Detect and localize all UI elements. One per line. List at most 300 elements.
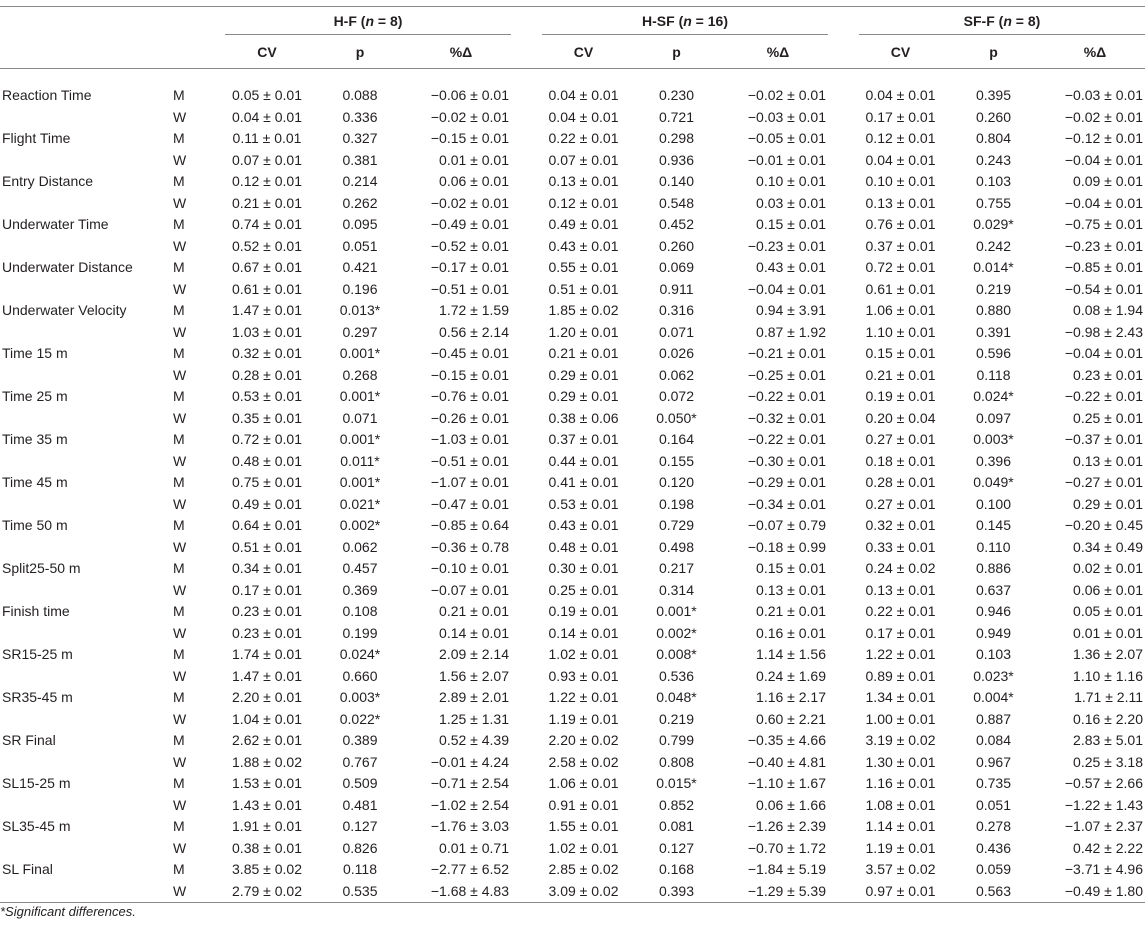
cv-value: 0.38 ± 0.01 [232, 839, 302, 856]
p-value: 0.967 [975, 753, 1012, 770]
cv-value: 0.13 ± 0.01 [865, 581, 936, 598]
table-row [0, 171, 1145, 193]
variable-name: Time 25 m [2, 388, 68, 404]
variable-name: SR Final [2, 732, 56, 748]
pct-change-value: 0.10 ± 0.01 [756, 173, 826, 189]
sex-label: W [173, 796, 187, 813]
variable-name: Entry Distance [2, 173, 94, 189]
pct-change-value: 0.16 ± 0.01 [756, 624, 826, 641]
column-gap [828, 816, 859, 838]
column-header-row [0, 35, 1145, 69]
cv-value: 1.06 ± 0.01 [865, 302, 936, 318]
column-gap [828, 537, 859, 559]
p-value: 0.729 [658, 517, 695, 533]
p-value: 0.721 [658, 108, 695, 125]
p-value: 0.242 [975, 237, 1012, 254]
cv-value: 0.12 ± 0.01 [548, 194, 619, 211]
p-value: 0.024* [973, 388, 1014, 404]
pct-change-value: 0.52 ± 4.39 [439, 732, 509, 748]
p-value: 0.755 [975, 194, 1012, 211]
pct-change-value: −0.34 ± 0.01 [747, 495, 826, 512]
cv-value: 0.38 ± 0.06 [548, 409, 619, 426]
variable-name: SR35-45 m [2, 689, 73, 705]
p-value: 0.071 [658, 323, 695, 340]
p-value: 0.118 [343, 861, 377, 877]
column-gap [828, 601, 859, 623]
column-gap [511, 838, 542, 860]
pct-change-value: −0.23 ± 0.01 [1064, 237, 1143, 254]
p-value: 0.887 [975, 710, 1012, 727]
pct-change-value: 0.94 ± 3.91 [756, 302, 826, 318]
column-gap [511, 300, 542, 322]
column-gap [828, 709, 859, 731]
cv-value: 0.22 ± 0.01 [548, 130, 619, 146]
sex-label: W [173, 538, 187, 555]
column-gap [828, 730, 859, 752]
pct-change-value: −0.29 ± 0.01 [747, 474, 826, 490]
pct-change-value: −0.03 ± 0.01 [747, 108, 826, 125]
group-header-sf-f: SF-F (n = 8) [859, 7, 1145, 35]
pct-change-value: −0.49 ± 1.80 [1045, 881, 1145, 903]
pct-change-value: −1.02 ± 2.54 [430, 796, 509, 813]
cv-value: 3.19 ± 0.02 [865, 732, 936, 748]
pct-change-value: 0.01 ± 0.01 [1073, 624, 1143, 641]
cv-value: 1.55 ± 0.01 [548, 818, 619, 834]
p-value: 0.021* [339, 495, 381, 512]
p-value: 0.509 [342, 775, 378, 791]
pct-change-value: −1.07 ± 2.37 [1064, 818, 1143, 834]
sex-label: W [173, 323, 187, 340]
cv-value: 0.74 ± 0.01 [232, 216, 302, 232]
pct-change-value: 0.21 ± 0.01 [756, 603, 826, 619]
p-value: 0.808 [658, 753, 695, 770]
pct-change-value: 0.13 ± 0.01 [756, 581, 826, 598]
table-row [0, 193, 1145, 215]
cv-value: 0.17 ± 0.01 [865, 108, 936, 125]
p-value: 0.029* [973, 216, 1014, 232]
column-gap [828, 386, 859, 408]
p-value: 0.297 [342, 323, 378, 340]
cv-value: 0.35 ± 0.01 [232, 409, 302, 426]
table-row [0, 816, 1145, 838]
pct-change-value: −0.01 ± 4.24 [430, 753, 509, 770]
cv-value: 2.79 ± 0.02 [225, 881, 309, 903]
cv-value: 0.33 ± 0.01 [865, 538, 936, 555]
column-gap [511, 666, 542, 688]
variable-name [0, 451, 173, 473]
column-gap [828, 859, 859, 881]
sex-label: W [173, 452, 187, 469]
p-value: 0.498 [658, 538, 695, 555]
pct-change-value: 0.06 ± 0.01 [439, 173, 509, 189]
cv-value: 0.37 ± 0.01 [548, 431, 619, 447]
pct-change-value: −0.04 ± 0.01 [747, 280, 826, 297]
col-header-pct-change: %Δ [1045, 35, 1145, 69]
pct-change-value: 1.71 ± 2.11 [1074, 689, 1143, 705]
cv-value: 0.52 ± 0.01 [232, 237, 302, 254]
pct-change-value: −0.37 ± 0.01 [1064, 431, 1143, 447]
column-gap [511, 773, 542, 795]
pct-change-value: 0.05 ± 0.01 [1073, 603, 1143, 619]
column-gap [511, 214, 542, 236]
pct-change-value: −0.54 ± 0.01 [1064, 280, 1143, 297]
column-gap [511, 107, 542, 129]
p-value: 0.103 [975, 646, 1012, 662]
column-gap [511, 128, 542, 150]
p-value: 0.396 [975, 452, 1012, 469]
column-gap [828, 580, 859, 602]
column-gap [828, 128, 859, 150]
cv-value: 1.02 ± 0.01 [548, 839, 619, 856]
column-gap [828, 236, 859, 258]
column-gap [511, 709, 542, 731]
variable-name: Underwater Time [2, 216, 109, 232]
p-value: 0.023* [973, 667, 1014, 684]
pct-change-value: −0.22 ± 0.01 [747, 431, 826, 447]
pct-change-value: −0.22 ± 0.01 [747, 388, 826, 404]
sex-label: W [173, 151, 187, 168]
table-row [0, 601, 1145, 623]
p-value: 0.108 [342, 603, 378, 619]
cv-value: 0.30 ± 0.01 [548, 560, 619, 576]
column-gap [511, 494, 542, 516]
p-value: 0.457 [342, 560, 378, 576]
p-value: 0.880 [975, 302, 1012, 318]
p-value: 0.393 [625, 881, 728, 903]
variable-name [0, 365, 173, 387]
p-value: 0.395 [975, 87, 1012, 103]
p-value: 0.535 [309, 881, 411, 903]
p-value: 0.735 [975, 775, 1012, 791]
pct-change-value: 0.25 ± 3.18 [1073, 753, 1143, 770]
sex-label: M [173, 732, 185, 748]
table-row [0, 236, 1145, 258]
variable-name: Reaction Time [2, 87, 92, 103]
sex-label: M [173, 603, 185, 619]
sex-label: W [173, 495, 187, 512]
p-value: 0.219 [975, 280, 1012, 297]
table-row [0, 107, 1145, 129]
column-gap [828, 773, 859, 795]
p-value: 0.100 [975, 495, 1012, 512]
col-header-cv: CV [225, 35, 309, 69]
pct-change-value: −0.75 ± 0.01 [1064, 216, 1143, 232]
p-value: 0.008* [656, 646, 697, 662]
cv-value: 1.74 ± 0.01 [232, 646, 302, 662]
p-value: 0.369 [342, 581, 378, 598]
p-value: 0.219 [658, 710, 695, 727]
table-row [0, 623, 1145, 645]
cv-value: 2.85 ± 0.02 [548, 861, 619, 877]
pct-change-value: 2.83 ± 5.01 [1073, 732, 1143, 748]
pct-change-value: 0.56 ± 2.14 [439, 323, 509, 340]
pct-change-value: 0.06 ± 1.66 [756, 796, 826, 813]
pct-change-value: 0.24 ± 1.69 [756, 667, 826, 684]
cv-value: 0.27 ± 0.01 [865, 495, 936, 512]
cv-value: 0.37 ± 0.01 [865, 237, 936, 254]
cv-value: 1.91 ± 0.01 [232, 818, 302, 834]
table-row [0, 795, 1145, 817]
cv-value: 1.14 ± 0.01 [865, 818, 936, 834]
pct-change-value: 0.23 ± 0.01 [1073, 366, 1143, 383]
p-value: 0.196 [342, 280, 378, 297]
cv-value: 1.47 ± 0.01 [232, 302, 302, 318]
table-row [0, 429, 1145, 451]
table-row [0, 494, 1145, 516]
table-row [0, 666, 1145, 688]
pct-change-value: 0.13 ± 0.01 [1073, 452, 1143, 469]
pct-change-value: −0.04 ± 0.01 [1064, 194, 1143, 211]
col-header-pct-change: %Δ [728, 35, 828, 69]
cv-value: 0.18 ± 0.01 [865, 452, 936, 469]
pct-change-value: −0.71 ± 2.54 [430, 775, 509, 791]
p-value: 0.011* [340, 452, 380, 469]
column-gap [828, 752, 859, 774]
table-row [0, 257, 1145, 279]
p-value: 0.452 [658, 216, 695, 232]
cv-value: 2.62 ± 0.01 [232, 732, 302, 748]
results-table [0, 6, 1145, 903]
pct-change-value: −0.35 ± 4.66 [747, 732, 826, 748]
table-row [0, 279, 1145, 301]
pct-change-value: −0.07 ± 0.01 [430, 581, 509, 598]
p-value: 0.004* [973, 689, 1014, 705]
group-label: SF-F [963, 12, 995, 29]
cv-value: 0.05 ± 0.01 [232, 87, 302, 103]
pct-change-value: −0.18 ± 0.99 [747, 538, 826, 555]
p-value: 0.298 [658, 130, 695, 146]
table-row [0, 580, 1145, 602]
variable-name: Time 35 m [2, 431, 68, 447]
p-value: 0.088 [342, 87, 378, 103]
table-row [0, 386, 1145, 408]
variable-name [0, 623, 173, 645]
p-value: 0.062 [342, 538, 378, 555]
p-value: 0.260 [658, 237, 695, 254]
column-gap [511, 150, 542, 172]
cv-value: 0.21 ± 0.01 [548, 345, 619, 361]
cv-value: 0.43 ± 0.01 [548, 517, 619, 533]
column-gap [828, 343, 859, 365]
table-row [0, 859, 1145, 881]
variable-name [0, 279, 173, 301]
table-row [0, 752, 1145, 774]
p-value: 0.001* [656, 603, 697, 619]
p-value: 0.421 [342, 259, 378, 275]
pct-change-value: 0.08 ± 1.94 [1073, 302, 1143, 318]
variable-name [0, 537, 173, 559]
cv-value: 0.22 ± 0.01 [865, 603, 936, 619]
cv-value: 0.10 ± 0.01 [865, 173, 936, 189]
pct-change-value: −0.25 ± 0.01 [747, 366, 826, 383]
pct-change-value: 1.72 ± 1.59 [439, 302, 509, 318]
variable-name [0, 752, 173, 774]
table-row [0, 451, 1145, 473]
column-gap [828, 687, 859, 709]
cv-value: 0.97 ± 0.01 [859, 881, 942, 903]
column-gap [828, 322, 859, 344]
column-gap [511, 537, 542, 559]
cv-value: 0.67 ± 0.01 [232, 259, 302, 275]
sex-label: M [173, 388, 185, 404]
variable-name [0, 795, 173, 817]
pct-change-value: −1.10 ± 1.67 [747, 775, 826, 791]
cv-value: 0.07 ± 0.01 [232, 151, 302, 168]
pct-change-value: −0.85 ± 0.64 [430, 517, 509, 533]
table-row [0, 85, 1145, 107]
pct-change-value: −0.15 ± 0.01 [430, 130, 509, 146]
p-value: 0.436 [975, 839, 1012, 856]
pct-change-value: −0.36 ± 0.78 [430, 538, 509, 555]
table-row [0, 408, 1145, 430]
pct-change-value: 0.29 ± 0.01 [1073, 495, 1143, 512]
cv-value: 0.15 ± 0.01 [865, 345, 936, 361]
pct-change-value: −0.15 ± 0.01 [430, 366, 509, 383]
sex-label: M [173, 560, 185, 576]
cv-value: 1.22 ± 0.01 [865, 646, 936, 662]
table-row [0, 515, 1145, 537]
cv-value: 0.21 ± 0.01 [232, 194, 302, 211]
footnote: *Significant differences. [0, 904, 136, 919]
variable-name: Time 45 m [2, 474, 68, 490]
cv-value: 1.02 ± 0.01 [548, 646, 619, 662]
variable-name: Finish time [2, 603, 70, 619]
p-value: 0.164 [658, 431, 695, 447]
p-value: 0.381 [342, 151, 378, 168]
cv-value: 0.12 ± 0.01 [232, 173, 302, 189]
p-value: 0.013* [339, 302, 381, 318]
p-value: 0.243 [975, 151, 1012, 168]
sex-label: W [173, 237, 187, 254]
column-gap [511, 687, 542, 709]
p-value: 0.001* [339, 474, 381, 490]
pct-change-value: 0.42 ± 2.22 [1073, 839, 1143, 856]
cv-value: 2.20 ± 0.02 [548, 732, 619, 748]
p-value: 0.596 [975, 345, 1012, 361]
cv-value: 0.72 ± 0.01 [232, 431, 302, 447]
pct-change-value: 0.02 ± 0.01 [1073, 560, 1143, 576]
column-gap [828, 150, 859, 172]
p-value: 0.001* [339, 388, 381, 404]
cv-value: 1.06 ± 0.01 [548, 775, 619, 791]
cv-value: 0.32 ± 0.01 [865, 517, 936, 533]
p-value: 0.660 [342, 667, 378, 684]
column-gap [828, 644, 859, 666]
pct-change-value: 0.01 ± 0.71 [439, 839, 509, 856]
cv-value: 0.24 ± 0.02 [865, 560, 936, 576]
col-header-p: p [309, 35, 411, 69]
pct-change-value: −0.30 ± 0.01 [747, 452, 826, 469]
sex-label: M [173, 130, 185, 146]
p-value: 0.327 [342, 130, 378, 146]
pct-change-value: 2.89 ± 2.01 [439, 689, 509, 705]
p-value: 0.062 [658, 366, 695, 383]
column-gap [828, 838, 859, 860]
cv-value: 0.04 ± 0.01 [865, 151, 936, 168]
pct-change-value: −0.26 ± 0.01 [430, 409, 509, 426]
cv-value: 1.22 ± 0.01 [548, 689, 619, 705]
pct-change-value: −0.57 ± 2.66 [1064, 775, 1143, 791]
group-label: H-SF [642, 12, 675, 29]
table-body [0, 85, 1145, 903]
cv-value: 0.49 ± 0.01 [548, 216, 619, 232]
column-gap [828, 107, 859, 129]
variable-name: SL Final [2, 861, 53, 877]
p-value: 0.022* [339, 710, 381, 727]
column-gap [511, 171, 542, 193]
pct-change-value: −0.05 ± 0.01 [747, 130, 826, 146]
table-row [0, 838, 1145, 860]
cv-value: 0.48 ± 0.01 [232, 452, 302, 469]
pct-change-value: −0.17 ± 0.01 [430, 259, 509, 275]
cv-value: 0.13 ± 0.01 [548, 173, 619, 189]
cv-value: 1.19 ± 0.01 [865, 839, 936, 856]
cv-value: 0.12 ± 0.01 [865, 130, 936, 146]
pct-change-value: −1.76 ± 3.03 [430, 818, 509, 834]
cv-value: 0.53 ± 0.01 [548, 495, 619, 512]
p-value: 0.081 [658, 818, 695, 834]
table-row [0, 644, 1145, 666]
cv-value: 0.14 ± 0.01 [548, 624, 619, 641]
pct-change-value: 0.09 ± 0.01 [1073, 173, 1143, 189]
p-value: 0.059 [975, 861, 1012, 877]
p-value: 0.481 [342, 796, 378, 813]
pct-change-value: −1.07 ± 0.01 [430, 474, 509, 490]
pct-change-value: −0.04 ± 0.01 [1064, 151, 1143, 168]
sex-label: M [173, 216, 185, 232]
column-gap [828, 193, 859, 215]
pct-change-value: 1.10 ± 1.16 [1073, 667, 1143, 684]
pct-change-value: −1.68 ± 4.83 [411, 881, 511, 903]
sex-label: W [173, 624, 187, 641]
table-row [0, 558, 1145, 580]
variable-name [0, 838, 173, 860]
p-value: 0.003* [339, 689, 381, 705]
pct-change-value: −0.03 ± 0.01 [1064, 87, 1143, 103]
column-gap [511, 85, 542, 107]
column-gap [511, 515, 542, 537]
p-value: 0.314 [658, 581, 695, 598]
pct-change-value: 1.14 ± 1.56 [756, 646, 826, 662]
p-value: 0.097 [975, 409, 1012, 426]
variable-name: Underwater Velocity [2, 302, 127, 318]
table-row [0, 343, 1145, 365]
column-gap [828, 365, 859, 387]
column-gap [511, 236, 542, 258]
p-value: 0.048* [656, 689, 697, 705]
col-header-pct-change: %Δ [411, 35, 511, 69]
cv-value: 0.51 ± 0.01 [548, 280, 619, 297]
cv-value: 0.23 ± 0.01 [232, 624, 302, 641]
sex-label: W [173, 108, 187, 125]
column-gap [511, 730, 542, 752]
table-row [0, 730, 1145, 752]
cv-value: 1.08 ± 0.01 [865, 796, 936, 813]
cv-value: 0.91 ± 0.01 [548, 796, 619, 813]
pct-change-value: −0.02 ± 0.01 [1064, 108, 1143, 125]
variable-name [0, 580, 173, 602]
cv-value: 0.28 ± 0.01 [865, 474, 936, 490]
cv-value: 1.53 ± 0.01 [232, 775, 302, 791]
pct-change-value: 0.43 ± 0.01 [756, 259, 826, 275]
pct-change-value: −0.52 ± 0.01 [430, 237, 509, 254]
sex-label: M [173, 646, 185, 662]
pct-change-value: 0.14 ± 0.01 [439, 624, 509, 641]
p-value: 0.262 [342, 194, 378, 211]
pct-change-value: 0.34 ± 0.49 [1073, 538, 1143, 555]
cv-value: 1.03 ± 0.01 [232, 323, 302, 340]
cv-value: 0.07 ± 0.01 [548, 151, 619, 168]
